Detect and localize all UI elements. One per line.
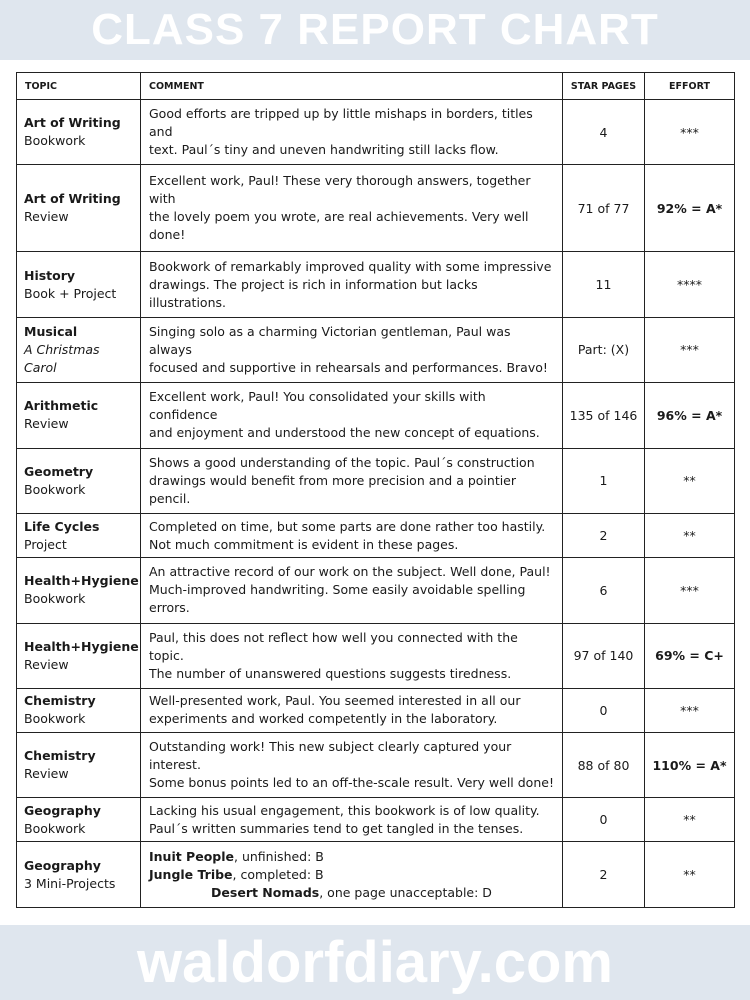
- page-title: CLASS 7 REPORT CHART: [91, 5, 659, 54]
- topic-sub: Review: [24, 209, 69, 225]
- comment-cell: [141, 383, 563, 448]
- topic-cell: [17, 798, 141, 842]
- topic-name: Geography: [24, 802, 101, 818]
- comment-line: Paul´s written summaries tend to get tangled in the tenses.: [149, 820, 524, 836]
- topic-name: Life Cycles: [24, 518, 100, 534]
- mini-project-result: , one page unacceptable: D: [319, 884, 492, 900]
- topic-name: Art of Writing: [24, 115, 121, 131]
- star-pages-cell: 4: [563, 100, 645, 165]
- topic-cell: [17, 383, 141, 448]
- table-row: [17, 100, 735, 165]
- effort-cell: **: [645, 798, 735, 842]
- effort-cell: ****: [645, 252, 735, 317]
- effort-cell: ***: [645, 100, 735, 165]
- topic-sub: 3 Mini-Projects: [24, 875, 116, 891]
- comment-line: Lacking his usual engagement, this bookwork is of low quality.: [149, 802, 540, 818]
- star-pages-cell: 1: [563, 448, 645, 513]
- comment-cell: [141, 317, 563, 382]
- table-row: [17, 383, 735, 448]
- comment-line: Not much commitment is evident in these pages.: [149, 536, 459, 552]
- topic-cell: [17, 842, 141, 908]
- table-row: [17, 514, 735, 558]
- comment-cell: [141, 100, 563, 165]
- table-row: [17, 558, 735, 623]
- mini-projects-line: [149, 884, 554, 902]
- comment-line: text. Paul´s tiny and uneven handwriting still lacks flow.: [149, 142, 499, 158]
- topic-sub: Bookwork: [24, 133, 86, 149]
- comment-cell: [141, 688, 563, 732]
- comment-cell: [141, 732, 563, 797]
- comment-cell: [141, 558, 563, 623]
- comment-cell: [141, 623, 563, 688]
- effort-cell: ***: [645, 317, 735, 382]
- comment-header: COMMENT: [141, 73, 563, 100]
- mini-project-name: Desert Nomads: [211, 884, 320, 900]
- topic-name: Geography: [24, 857, 101, 873]
- effort-cell: **: [645, 842, 735, 908]
- comment-line: The number of unanswered questions suggests tiredness.: [149, 665, 512, 681]
- header-row: [17, 73, 735, 100]
- comment-line: drawings would benefit from more precision and a pointier pencil.: [149, 472, 517, 506]
- comment-cell: [141, 165, 563, 252]
- topic-cell: [17, 623, 141, 688]
- star-pages-cell: 0: [563, 688, 645, 732]
- comment-line: experiments and worked competently in the laboratory.: [149, 711, 498, 727]
- table-row: [17, 252, 735, 317]
- comment-line: and enjoyment and understood the new concept of equations.: [149, 425, 540, 441]
- effort-header: EFFORT: [645, 73, 735, 100]
- topic-sub: Book + Project: [24, 285, 117, 301]
- table-row: [17, 688, 735, 732]
- topic-cell: [17, 732, 141, 797]
- comment-line: focused and supportive in rehearsals and performances. Bravo!: [149, 359, 548, 375]
- topic-name: Musical: [24, 323, 78, 339]
- comment-line: Much-improved handwriting. Some easily avoidable spelling errors.: [149, 582, 526, 616]
- topic-sub: Review: [24, 656, 69, 672]
- star-pages-cell: 11: [563, 252, 645, 317]
- topic-cell: [17, 514, 141, 558]
- topic-name: Geometry: [24, 463, 94, 479]
- mini-project-name: Jungle Tribe: [149, 866, 233, 882]
- header-band: [0, 0, 750, 60]
- topic-cell: [17, 165, 141, 252]
- table-row: [17, 842, 735, 908]
- comment-line: Outstanding work! This new subject clearly captured your interest.: [149, 739, 512, 773]
- table-row: [17, 448, 735, 513]
- topic-sub: Bookwork: [24, 711, 86, 727]
- comment-line: Excellent work, Paul! These very thorough answers, together with: [149, 173, 531, 207]
- star-pages-header: STAR PAGES: [563, 73, 645, 100]
- comment-line: the lovely poem you wrote, are real achievements. Very well done!: [149, 209, 529, 243]
- mini-projects-line: [149, 848, 554, 884]
- topic-sub: Bookwork: [24, 591, 86, 607]
- comment-cell: [141, 798, 563, 842]
- topic-cell: [17, 317, 141, 382]
- topic-sub: Review: [24, 766, 69, 782]
- table-row: [17, 798, 735, 842]
- star-pages-cell: 88 of 80: [563, 732, 645, 797]
- effort-cell: **: [645, 514, 735, 558]
- comment-line: An attractive record of our work on the subject. Well done, Paul!: [149, 564, 551, 580]
- topic-cell: [17, 558, 141, 623]
- comment-line: Some bonus points led to an off-the-scale result. Very well done!: [149, 775, 554, 791]
- comment-line: Singing solo as a charming Victorian gentleman, Paul was always: [149, 323, 511, 357]
- comment-line: Bookwork of remarkably improved quality with some impressive: [149, 258, 552, 274]
- star-pages-cell: 97 of 140: [563, 623, 645, 688]
- effort-cell: **: [645, 448, 735, 513]
- mini-project-name: Inuit People: [149, 848, 234, 864]
- effort-cell: 92% = A*: [645, 165, 735, 252]
- report-table: [16, 72, 735, 908]
- comment-line: Completed on time, but some parts are done rather too hastily.: [149, 518, 546, 534]
- topic-name: Chemistry: [24, 693, 96, 709]
- topic-cell: [17, 252, 141, 317]
- topic-header: TOPIC: [17, 73, 141, 100]
- comment-line: drawings. The project is rich in information but lacks illustrations.: [149, 276, 478, 310]
- topic-name: Chemistry: [24, 748, 96, 764]
- topic-cell: [17, 688, 141, 732]
- topic-name: Health+Hygiene: [24, 573, 139, 589]
- effort-cell: 69% = C+: [645, 623, 735, 688]
- effort-cell: ***: [645, 688, 735, 732]
- topic-name: Health+Hygiene: [24, 638, 139, 654]
- topic-name: Arithmetic: [24, 398, 99, 414]
- comment-line: Excellent work, Paul! You consolidated your skills with confidence: [149, 389, 486, 423]
- footer-band: [0, 925, 750, 1000]
- comment-line: Paul, this does not reflect how well you connected with the topic.: [149, 629, 518, 663]
- comment-cell: [141, 448, 563, 513]
- effort-cell: ***: [645, 558, 735, 623]
- comment-cell: [141, 842, 563, 908]
- table-row: [17, 165, 735, 252]
- comment-line: Shows a good understanding of the topic. Paul´s construction: [149, 454, 535, 470]
- topic-sub: Review: [24, 416, 69, 432]
- table-row: [17, 623, 735, 688]
- effort-cell: 110% = A*: [645, 732, 735, 797]
- topic-name: History: [24, 267, 76, 283]
- table-row: [17, 732, 735, 797]
- topic-sub: A Christmas Carol: [24, 341, 100, 375]
- topic-cell: [17, 448, 141, 513]
- comment-line: Good efforts are tripped up by little mishaps in borders, titles and: [149, 106, 533, 140]
- topic-sub: Project: [24, 536, 67, 552]
- star-pages-cell: 2: [563, 842, 645, 908]
- mini-project-result: , completed: B: [232, 866, 324, 882]
- table-row: [17, 317, 735, 382]
- comment-cell: [141, 514, 563, 558]
- effort-cell: 96% = A*: [645, 383, 735, 448]
- topic-sub: Bookwork: [24, 820, 86, 836]
- star-pages-cell: 2: [563, 514, 645, 558]
- star-pages-cell: Part: (X): [563, 317, 645, 382]
- topic-cell: [17, 100, 141, 165]
- star-pages-cell: 71 of 77: [563, 165, 645, 252]
- site-name: waldorfdiary.com: [137, 930, 613, 995]
- comment-cell: [141, 252, 563, 317]
- topic-name: Art of Writing: [24, 191, 121, 207]
- star-pages-cell: 0: [563, 798, 645, 842]
- star-pages-cell: 6: [563, 558, 645, 623]
- topic-sub: Bookwork: [24, 481, 86, 497]
- star-pages-cell: 135 of 146: [563, 383, 645, 448]
- comment-line: Well-presented work, Paul. You seemed interested in all our: [149, 693, 521, 709]
- mini-project-result: , unfinished: B: [234, 848, 324, 864]
